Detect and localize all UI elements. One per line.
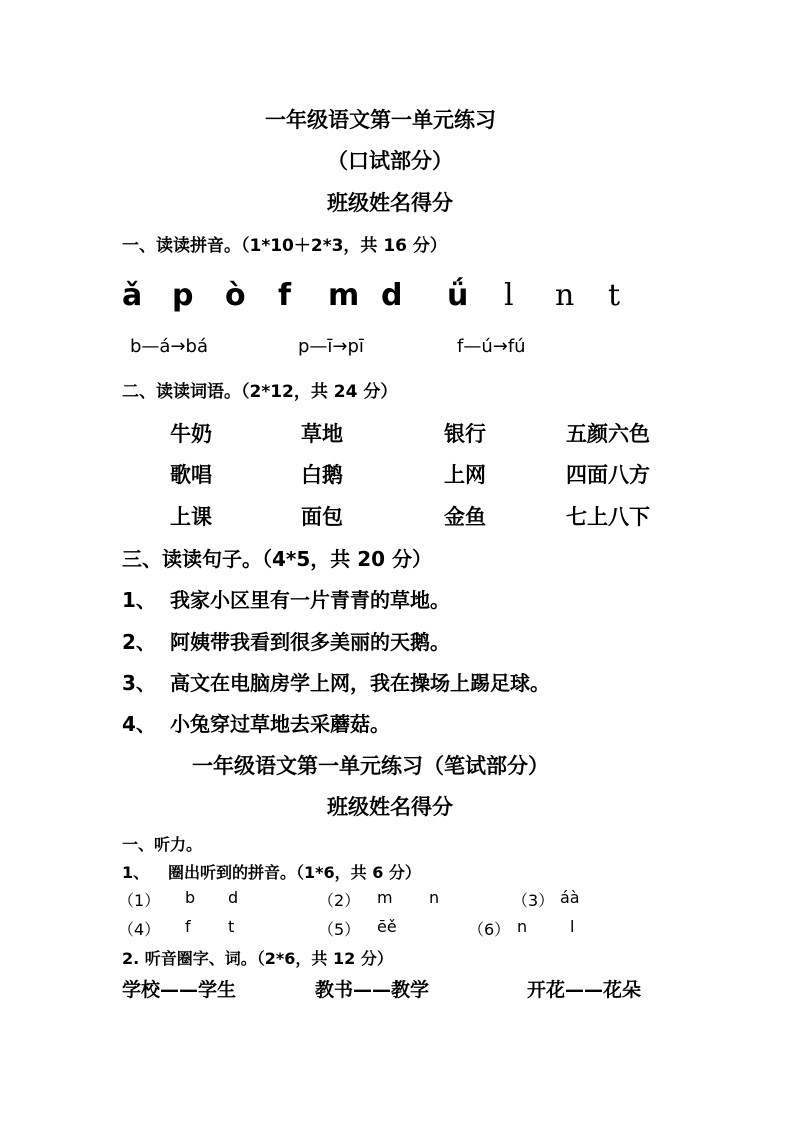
pinyin-letter: ǘ xyxy=(447,278,469,313)
choice-option: m xyxy=(377,888,393,907)
word-item: 七上八下 xyxy=(566,505,650,529)
choice-option: n xyxy=(517,917,528,936)
pinyin-letter: m xyxy=(328,278,360,313)
word-item: 四面八方 xyxy=(566,463,650,487)
choice-label: （3） xyxy=(512,891,555,910)
oral-subtitle: （口试部分） xyxy=(327,149,453,173)
choice-option: áà xyxy=(560,888,580,907)
q1-number: 1、 xyxy=(122,863,150,882)
choice-label: （1） xyxy=(118,891,161,910)
word-item: 面包 xyxy=(301,505,343,529)
pinyin-letter: f xyxy=(278,278,292,313)
written-title: 一年级语文第一单元练习（笔试部分） xyxy=(192,754,549,778)
sentence-number: 1、 xyxy=(122,588,156,612)
sentence-number: 3、 xyxy=(122,671,156,695)
pinyin-letter: ǎ xyxy=(122,278,143,313)
word-item: 歌唱 xyxy=(170,463,212,487)
word-item: 上课 xyxy=(170,505,212,529)
choice-option: n xyxy=(429,888,440,907)
written-class-line: 班级姓名得分 xyxy=(327,795,453,819)
choice-option: ēě xyxy=(377,917,397,936)
choice-option: t xyxy=(228,917,235,936)
pinyin-letter: t xyxy=(608,278,621,313)
listening-heading: 一、听力。 xyxy=(122,835,203,854)
section3-heading: 三、读读句子。（4*5，共 20 分） xyxy=(122,547,433,571)
pinyin-letter: d xyxy=(381,278,403,313)
choice-label: （5） xyxy=(318,920,361,939)
choice-label: （4） xyxy=(118,920,161,939)
pinyin-letter: ò xyxy=(225,278,246,313)
section1-heading: 一、读读拼音。（1*10＋2*3，共 16 分） xyxy=(122,236,447,256)
choice-option: l xyxy=(570,917,575,936)
sentence-text: 我家小区里有一片青青的草地。 xyxy=(170,588,450,612)
word-pair: 学校——学生 xyxy=(122,979,237,1001)
choice-option: d xyxy=(228,888,239,907)
word-pair: 教书——教学 xyxy=(315,979,430,1001)
oral-class-line: 班级姓名得分 xyxy=(327,191,453,215)
sentence-number: 2、 xyxy=(122,630,156,654)
word-item: 白鹅 xyxy=(301,463,343,487)
sentence-text: 高文在电脑房学上网，我在操场上踢足球。 xyxy=(170,671,550,695)
word-item: 草地 xyxy=(301,422,343,446)
section2-heading: 二、读读词语。（2*12，共 24 分） xyxy=(122,382,398,402)
choice-option: f xyxy=(185,917,191,936)
choice-option: b xyxy=(185,888,196,907)
sentence-number: 4、 xyxy=(122,712,156,736)
pinyin-combo: p—ī→pī xyxy=(298,336,364,357)
word-item: 金鱼 xyxy=(444,505,486,529)
choice-label: （2） xyxy=(318,891,361,910)
pinyin-letter: l xyxy=(504,278,514,313)
pinyin-letter: p xyxy=(172,278,194,313)
pinyin-combo: b—á→bá xyxy=(130,336,208,357)
word-item: 银行 xyxy=(444,422,486,446)
q1-heading: 圈出听到的拼音。（1*6，共 6 分） xyxy=(168,863,421,882)
sentence-text: 阿姨带我看到很多美丽的天鹅。 xyxy=(170,630,450,654)
word-item: 五颜六色 xyxy=(566,422,650,446)
oral-title: 一年级语文第一单元练习 xyxy=(265,108,496,132)
q2-heading: 2. 听音圈字、词。（2*6，共 12 分） xyxy=(122,949,393,968)
word-item: 上网 xyxy=(444,463,486,487)
choice-label: （6） xyxy=(468,920,511,939)
sentence-text: 小兔穿过草地去采蘑菇。 xyxy=(170,712,390,736)
word-pair: 开花——花朵 xyxy=(527,979,642,1001)
word-item: 牛奶 xyxy=(170,422,212,446)
pinyin-letter: n xyxy=(555,278,575,313)
pinyin-combo: f—ú→fú xyxy=(457,336,526,357)
